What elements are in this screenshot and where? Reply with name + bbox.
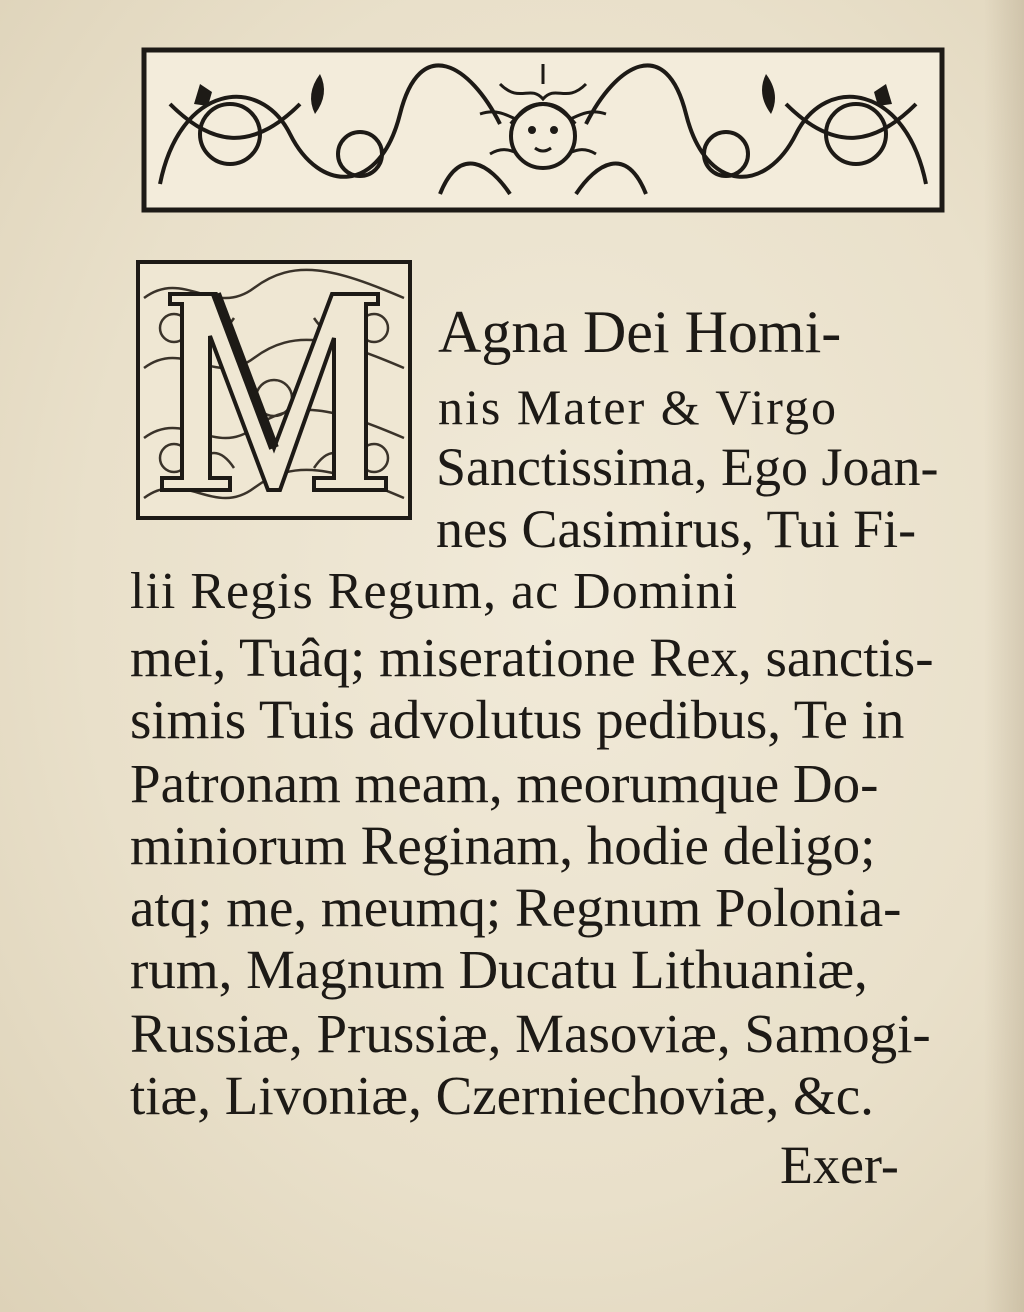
text-line-11: rum, Magnum Ducatu Lithuaniæ, xyxy=(130,939,868,1000)
text-line-10: atq; me, meumq; Regnum Polonia- xyxy=(130,877,902,938)
initial-letter-m-icon xyxy=(134,258,414,522)
text-line-3: Sanctissima, Ego Joan- xyxy=(436,437,939,497)
text-line-7: simis Tuis advolutus pedibus, Te in xyxy=(130,689,905,750)
decorated-initial-m xyxy=(134,258,414,522)
text-line-13: tiæ, Livoniæ, Czerniechoviæ, &c. xyxy=(130,1065,874,1126)
text-line-4: nes Casimirus, Tui Fi- xyxy=(436,499,917,559)
ornamental-headpiece xyxy=(140,44,946,218)
text-line-12: Russiæ, Prussiæ, Masoviæ, Samogi- xyxy=(130,1003,931,1064)
text-line-1: Agna Dei Homi- xyxy=(438,299,842,365)
text-line-5: lii Regis Regum, ac Domini xyxy=(130,563,739,620)
text-line-2: nis Mater & Virgo xyxy=(438,379,838,435)
text-line-8: Patronam meam, meorumque Do- xyxy=(130,753,879,814)
text-line-6: mei, Tuâq; miseratione Rex, sanctis- xyxy=(130,627,934,688)
catchword: Exer- xyxy=(780,1135,899,1195)
text-line-9: miniorum Reginam, hodie deligo; xyxy=(130,815,876,876)
page-gutter-shadow xyxy=(984,0,1024,1312)
headpiece-ornament-icon xyxy=(140,44,946,218)
